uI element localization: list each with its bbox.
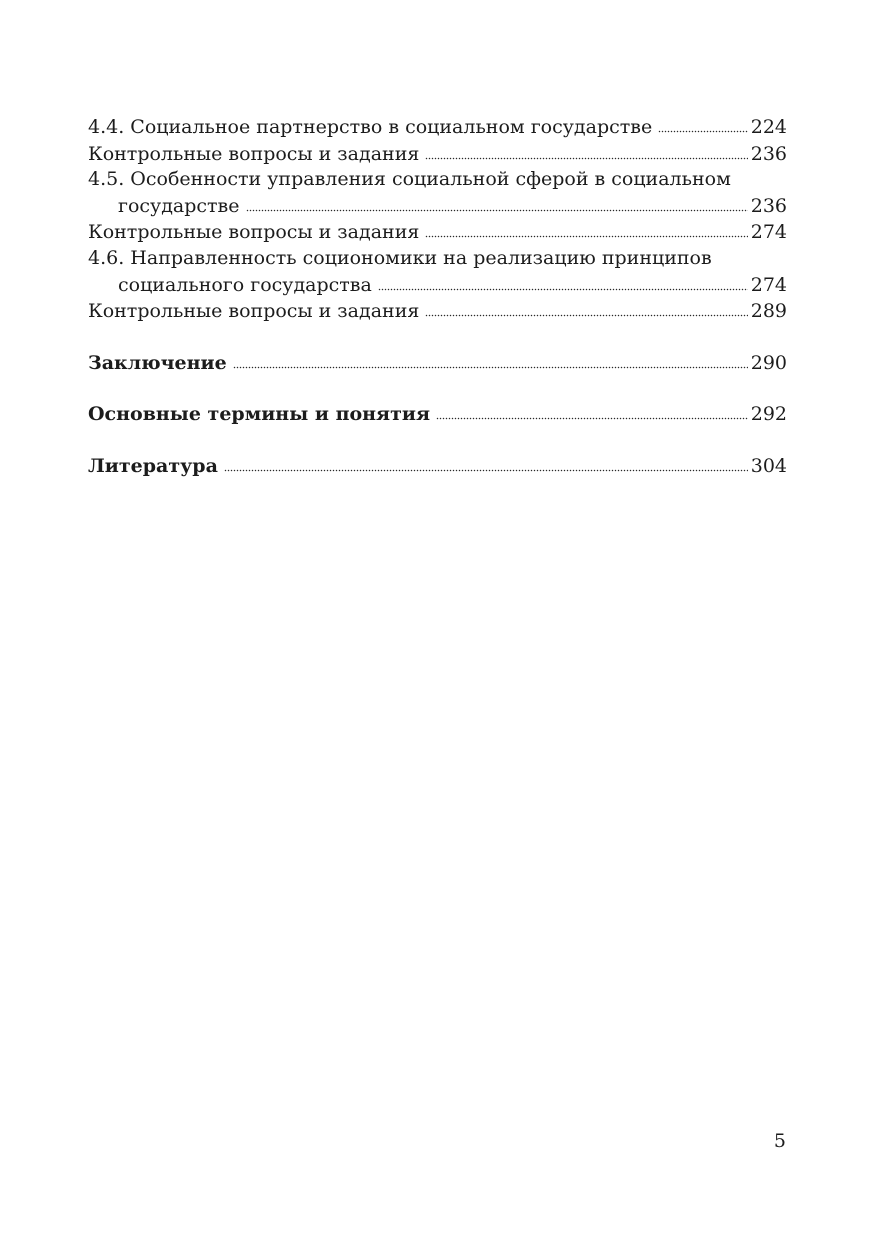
toc-entry-page: 224 [750,116,787,138]
dot-leader [233,350,748,369]
toc-entry-questions-4-6 [88,298,787,325]
dot-leader [378,272,748,291]
toc-entry-page: 290 [750,351,787,374]
table-of-contents [88,114,787,480]
toc-entry-title: Заключение [88,351,227,374]
dot-leader [425,298,747,317]
toc-entry-page: 289 [750,300,787,323]
dot-leader [425,141,747,160]
toc-entry-conclusion [88,350,787,377]
toc-entry-title-line1: 4.5. Особенности управления социальной сферой в социальном [88,168,731,191]
dot-leader [224,453,748,472]
toc-entry-4-6 [88,246,787,298]
page-number: 5 [773,1130,786,1152]
toc-entry-page: 274 [750,273,787,296]
toc-entry-4-4 [88,114,787,141]
toc-entry-glossary [88,401,787,428]
toc-entry-title: Литература [88,454,218,477]
toc-entry-questions-4-5 [88,219,787,246]
toc-entry-page: 274 [750,221,787,244]
toc-entry-title: Основные термины и понятия [88,403,430,426]
toc-entry-4-5 [88,167,787,219]
toc-entry-page: 292 [750,403,787,426]
toc-entry-page: 236 [750,194,787,217]
toc-entry-title-line1: 4.6. Направленность социономики на реализацию принципов [88,246,712,269]
dot-leader [658,114,748,133]
toc-entry-title: 4.4. Социальное партнерство в социальном государстве [88,116,653,138]
toc-entry-title: Контрольные вопросы и задания [88,300,420,323]
dot-leader [246,193,748,212]
dot-leader [425,219,747,238]
toc-entry-questions-4-4 [88,141,787,168]
toc-entry-page: 236 [750,142,787,165]
toc-entry-title: Контрольные вопросы и задания [88,142,420,165]
toc-entry-literature [88,453,787,480]
toc-entry-title: государстве [118,194,240,217]
toc-entry-page: 304 [750,454,787,477]
toc-entry-title: Контрольные вопросы и задания [88,221,420,244]
dot-leader [436,401,748,420]
toc-entry-title: социального государства [118,273,372,296]
